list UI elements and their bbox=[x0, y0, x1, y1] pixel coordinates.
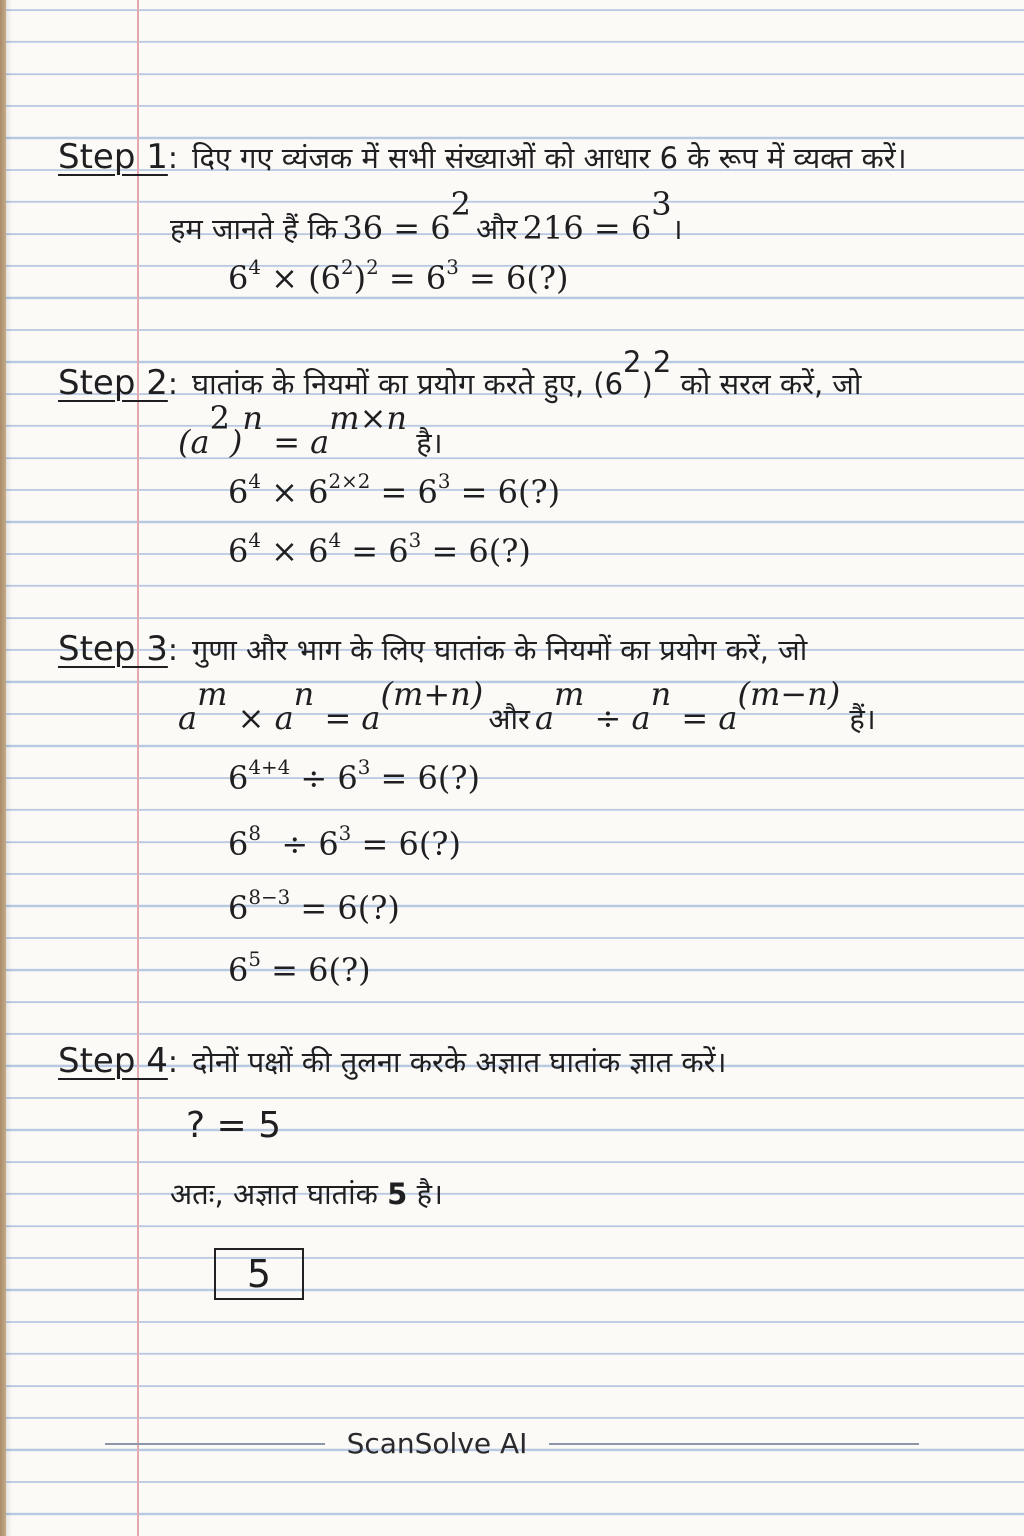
step-3-rules: $a^m \times a^n = a^{(m+n)}$ और $a^m \div a^n = a^{(m-n)}$ हैं। bbox=[178, 675, 876, 737]
step-4-heading: Step 4: दोनों पक्षों की तुलना करके अज्ञात घातांक ज्ञात करें। bbox=[58, 1041, 727, 1081]
step-1-line-2: हम जानते हैं कि $36 = 6^2$ और $216 = 6^3।$ bbox=[170, 185, 683, 247]
final-answer-box bbox=[214, 1248, 304, 1300]
margin-line bbox=[137, 0, 139, 1536]
step-2-rule: $(a^2)^n = a^{m\times n}$ है। bbox=[178, 399, 443, 461]
step-3-equation-1: $6^{4+4} \div 6^3$ = 6(?) bbox=[228, 756, 480, 797]
footer bbox=[0, 1427, 1024, 1460]
step-2-heading: Step 2: घातांक के नियमों का प्रयोग करते हुए, $(6^2)^2$ को सरल करें, जो bbox=[58, 345, 862, 403]
footer-rule-left bbox=[105, 1443, 325, 1445]
step-4-label: Step 4 bbox=[58, 1041, 168, 1081]
footer-rule-right bbox=[549, 1443, 919, 1445]
step-3-heading: Step 3: गुणा और भाग के लिए घातांक के नियमों का प्रयोग करें, जो bbox=[58, 629, 808, 669]
step-3-equation-3: $6^{8-3}$ = 6(?) bbox=[228, 886, 400, 927]
step-3-equation-4: $6^5$ = 6(?) bbox=[228, 948, 371, 989]
step-2-equation-1: $6^4 \times 6^{2\times 2} = 6^3$ = 6(?) bbox=[228, 470, 561, 511]
final-answer: 5 bbox=[246, 1252, 272, 1296]
step-1-heading: Step 1: दिए गए व्यंजक में सभी संख्याओं को आधार 6 के रूप में व्यक्त करें। bbox=[58, 137, 907, 177]
step-3-label: Step 3 bbox=[58, 629, 168, 669]
step-3-equation-2: $6^8 \div 6^3$ = 6(?) bbox=[228, 822, 461, 863]
step-4-result: ? = 5 bbox=[186, 1105, 282, 1146]
step-4-conclusion: अतः, अज्ञात घातांक 5 है। bbox=[170, 1177, 443, 1211]
step-2-equation-2: $6^4 \times 6^4 = 6^3$ = 6(?) bbox=[228, 529, 531, 570]
step-1-text: दिए गए व्यंजक में सभी संख्याओं को आधार 6 के रूप में व्यक्त करें। bbox=[191, 141, 907, 175]
step-2-label: Step 2 bbox=[58, 362, 168, 403]
step-1-equation: $6^4 \times (6^2)^2 = 6^3$ = 6(?) bbox=[228, 256, 569, 297]
footer-brand: ScanSolve AI bbox=[346, 1427, 528, 1460]
step-1-label: Step 1 bbox=[58, 137, 168, 177]
